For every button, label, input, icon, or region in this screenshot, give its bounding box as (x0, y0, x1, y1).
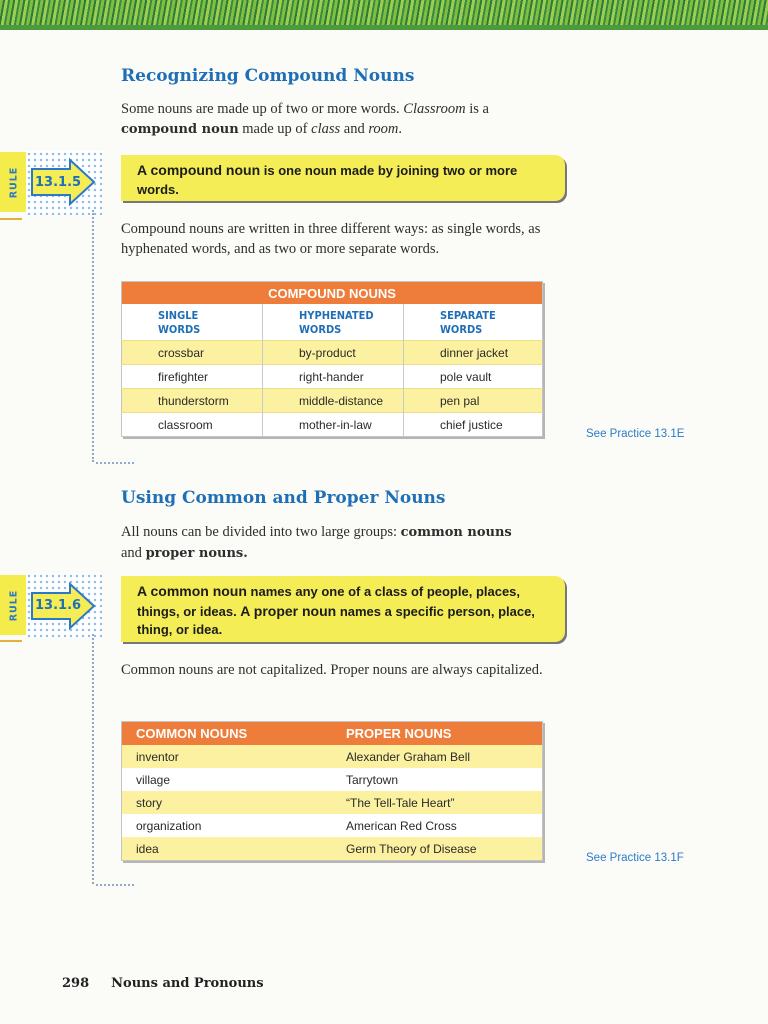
table-cell: pole vault (404, 365, 543, 389)
table-cell: middle-distance (263, 389, 404, 413)
rule-tab (0, 575, 27, 635)
dotted-guide-horizontal (96, 884, 134, 886)
chapter-title: Nouns and Pronouns (111, 976, 264, 991)
italic-term: class (311, 121, 341, 137)
table-cell: firefighter (122, 365, 263, 389)
intro-paragraph-compound (121, 99, 551, 140)
rule-accent-line (0, 640, 22, 642)
column-header-proper: PROPER NOUNS (332, 722, 543, 746)
table-row (122, 814, 543, 837)
table-cell: “The Tell-Tale Heart” (332, 791, 543, 814)
table-row (122, 389, 543, 413)
table-row (122, 768, 543, 791)
table-cell: classroom (122, 413, 263, 437)
table-cell: Tarrytown (332, 768, 543, 791)
header-line: SEPARATE (440, 309, 496, 322)
header-line: WORDS (299, 323, 342, 336)
table-cell: dinner jacket (404, 341, 543, 365)
text-span: is a (465, 101, 489, 117)
page-footer (62, 976, 264, 991)
text-span: All nouns can be divided into two large groups: (121, 524, 401, 540)
rule-lead-term: A compound noun (137, 162, 261, 178)
rule-number-13-1-6: 13.1.6 (35, 598, 82, 613)
common-proper-nouns-table (121, 721, 543, 861)
table-row (122, 413, 543, 437)
rule-box-common-proper-noun (121, 576, 565, 642)
table-row (122, 365, 543, 389)
bold-term: compound noun (121, 122, 239, 137)
table-cell: organization (122, 814, 333, 837)
table-cell: idea (122, 837, 333, 861)
decorative-top-band (0, 0, 768, 30)
table-title-row (122, 282, 543, 305)
paragraph-compound-ways: Compound nouns are written in three different ways: as single words, as hyphenated words, and as two or more separate words. (121, 221, 541, 257)
section-heading-compound-nouns: Recognizing Compound Nouns (121, 66, 415, 86)
text-span: . (398, 121, 403, 137)
dotted-guide-vertical (92, 210, 94, 462)
table-cell: right-hander (263, 365, 404, 389)
see-practice-link-13-1f[interactable]: See Practice 13.1F (586, 852, 684, 864)
bold-term: common nouns (400, 525, 512, 540)
bold-term: proper nouns. (145, 546, 248, 561)
dotted-guide-horizontal (96, 462, 134, 464)
table-cell: village (122, 768, 333, 791)
rule-tab-label: RULE (8, 166, 20, 198)
table-cell: story (122, 791, 333, 814)
table-cell: Germ Theory of Disease (332, 837, 543, 861)
rule-text: names a specific person, place, thing, or idea. (137, 603, 535, 637)
rule-lead-term: A proper noun (240, 602, 337, 619)
table-cell: American Red Cross (332, 814, 543, 837)
rule-text: names any one of a class of people, places, things, or ideas. (137, 584, 521, 619)
column-header-hyphenated (263, 304, 404, 341)
header-line: SINGLE (158, 309, 199, 322)
column-header-separate (404, 304, 543, 341)
table-cell: mother-in-law (263, 413, 404, 437)
table-row (122, 791, 543, 814)
table-header-row (122, 304, 543, 341)
table-title: COMPOUND NOUNS (122, 282, 543, 305)
rule-tab-label: RULE (8, 589, 20, 621)
paragraph-capitalization: Common nouns are not capitalized. Proper nouns are always capitalized. (121, 662, 543, 678)
text-span: Some nouns are made up of two or more words. (121, 101, 404, 117)
text-span: made up of (238, 121, 312, 137)
rule-accent-line (0, 218, 22, 220)
table-row (122, 837, 543, 861)
header-line: WORDS (440, 323, 483, 336)
dotted-guide-vertical (92, 634, 94, 884)
column-header-single (122, 304, 263, 341)
rule-lead-term: A common noun (137, 583, 247, 599)
page-number: 298 (62, 976, 90, 991)
header-line: WORDS (158, 323, 201, 336)
italic-term: room (368, 121, 399, 137)
table-cell: thunderstorm (122, 389, 263, 413)
rule-number-13-1-5: 13.1.5 (35, 175, 82, 190)
header-line: HYPHENATED (299, 309, 374, 322)
table-cell: by-product (263, 341, 404, 365)
column-header-common: COMMON NOUNS (122, 722, 333, 746)
text-span: and (121, 545, 146, 561)
table-cell: crossbar (122, 341, 263, 365)
table-row (122, 745, 543, 768)
rule-box-compound-noun (121, 155, 565, 201)
compound-nouns-table (121, 281, 543, 437)
table-cell: Alexander Graham Bell (332, 745, 543, 768)
table-cell: chief justice (404, 413, 543, 437)
table-cell: pen pal (404, 389, 543, 413)
section-heading-common-proper: Using Common and Proper Nouns (121, 488, 446, 508)
rule-text: is one noun made by joining two or more words. (137, 163, 518, 197)
see-practice-link-13-1e[interactable]: See Practice 13.1E (586, 428, 685, 440)
table-cell: inventor (122, 745, 333, 768)
table-header-row (122, 722, 543, 746)
table-row (122, 341, 543, 365)
text-span: and (340, 121, 369, 137)
rule-tab (0, 152, 27, 212)
intro-paragraph-common-proper (121, 522, 551, 564)
italic-term: Classroom (403, 101, 466, 117)
